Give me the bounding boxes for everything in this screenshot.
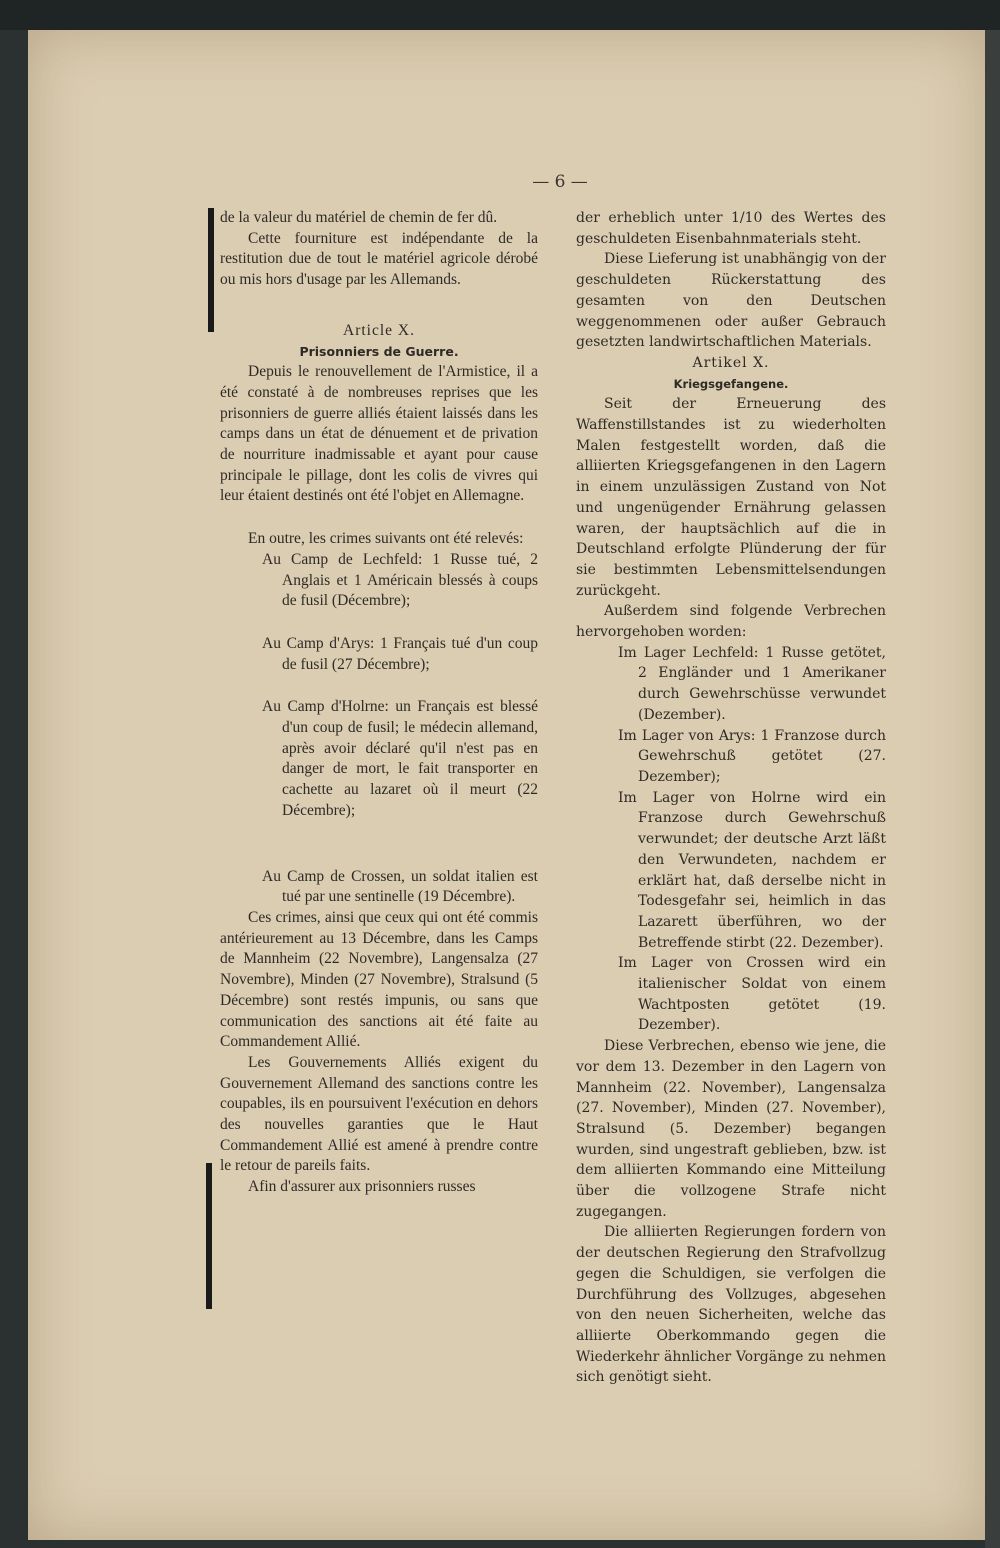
page-number: — 6 — bbox=[532, 172, 588, 192]
paragraph: der erheblich unter 1/10 des Wertes des geschuldeten Eisenbahnmaterials steht. bbox=[576, 210, 886, 247]
article-subheading: Prisonniers de Guerre. bbox=[299, 343, 459, 359]
list-item: Au Camp de Lechfeld: 1 Russe tué, 2 Anglais et 1 Américain blessés à coups de fusil (Décembre); bbox=[262, 550, 538, 610]
paragraph: Depuis le renouvellement de l'Armistice, il a été constaté à de nombreuses reprises que les prisonniers de guerre alliés étaient laissés dans les camps dans un état de dénuement et de privation de nourriture inadmissable et ayant pour cause principale le pillage, dont les colis de vivres qui leur étaient destinés ont été l'objet en Allemagne. bbox=[220, 363, 538, 505]
paragraph: Cette fourniture est indépendante de la restitution due de tout le matériel agricole dérobé ou mis hors d'usage par les Allemands. bbox=[220, 229, 538, 289]
paragraph: Die alliierten Regierungen fordern von der deutschen Regierung den Strafvollzug gegen die Schuldigen, sie verfolgen die Durchführung des Vollzuges, abgesehen von den neuen Sicherheiten, welche das alliierte Oberkommando gegen die Wiederkehr ähnlicher Vorgänge zu nehmen sich genötigt sieht. bbox=[576, 1224, 886, 1386]
german-column bbox=[576, 208, 886, 1388]
scan-background-top bbox=[0, 0, 1000, 30]
list-item: Im Lager Lechfeld: 1 Russe getötet, 2 Engländer und 1 Amerikaner durch Gewehrschüsse verwundet (Dezember). bbox=[618, 644, 886, 723]
margin-marker-bar bbox=[206, 1163, 212, 1309]
paragraph: Afin d'assurer aux prisonniers russes bbox=[248, 1178, 476, 1196]
scan-background-right bbox=[985, 30, 1000, 1548]
article-subheading: Kriegsgefangene. bbox=[673, 376, 789, 391]
paragraph: En outre, les crimes suivants ont été relevés: bbox=[248, 530, 524, 548]
list-item: Im Lager von Arys: 1 Franzose durch Gewehrschuß getötet (27. Dezember); bbox=[618, 727, 886, 785]
paragraph: Ces crimes, ainsi que ceux qui ont été commis antérieurement au 13 Décembre, dans les Camps de Mannheim (22 Novembre), Langensalza (27 Novembre), Minden (27 Novembre), Stralsund (5 Décembre) sont restés impunis, ou sans que communication des sanctions ait été faite au Commandement Allié. bbox=[220, 908, 538, 1051]
paragraph: Les Gouvernements Alliés exigent du Gouvernement Allemand des sanctions contre les coupables, ils en poursuivent l'exécution en dehors des nouvelles garanties que le Haut Commandement Allié est amené à prendre contre le retour de pareils faits. bbox=[220, 1053, 538, 1175]
list-item: Au Camp d'Arys: 1 Français tué d'un coup de fusil (27 Décembre); bbox=[262, 634, 538, 673]
list-item: Au Camp d'Holrne: un Français est blessé d'un coup de fusil; le médecin allemand, après avoir déclaré qu'il n'est pas en danger de mort, le fait transporter en cachette au lazaret où il meurt (22 Décembre); bbox=[262, 698, 538, 819]
french-column bbox=[220, 208, 538, 1198]
article-heading: Artikel X. bbox=[692, 354, 770, 371]
list-item: Au Camp de Crossen, un soldat italien est tué par une sentinelle (19 Décembre). bbox=[262, 867, 538, 906]
paragraph: Außerdem sind folgende Verbrechen hervorgehoben worden: bbox=[576, 603, 886, 641]
list-item: Im Lager von Holrne wird ein Franzose durch Gewehrschuß verwundet; der deutsche Arzt läßt den Verwundeten, nachdem er erklärt hat, daß derselbe nicht in Todesgefahr sei, heimlich in das Lazarett überführen, wo der Betreffende stirbt (22. Dezember). bbox=[618, 789, 886, 951]
paragraph: Diese Verbrechen, ebenso wie jene, die vor dem 13. Dezember in den Lagern von Mannheim (22. November), Langensalza (27. November), Minden (27. November), Stralsund (5. Dezember) begangen wurden, sind ungestraft geblieben, bzw. ist dem alliierten Kommando eine Mitteilung über die vollzogene Strafe nicht zugegangen. bbox=[576, 1038, 886, 1220]
paragraph: de la valeur du matériel de chemin de fer dû. bbox=[220, 209, 498, 226]
paragraph: Diese Lieferung ist unabhängig von der geschuldeten Rückerstattung des gesamten von den Deutschen weggenommenen oder außer Gebrauch gesetzten landwirtschaftlichen Materials. bbox=[576, 251, 886, 351]
paragraph: Seit der Erneuerung des Waffenstillstandes ist zu wiederholten Malen festgestellt worden, daß die alliierten Kriegsgefangenen in den Lagern in einem unzulässigen Zustand von Not und ungenügender Ernährung gelassen waren, der hauptsächlich auf die in Deutschland erfolgte Plünderung der für sie bestimmten Lebensmittelsendungen zurückgeht. bbox=[576, 396, 886, 599]
list-item: Im Lager von Crossen wird ein italienischer Soldat von einem Wachtposten getötet (19. Dezember). bbox=[618, 955, 886, 1034]
article-heading: Article X. bbox=[343, 321, 415, 339]
margin-marker-bar bbox=[208, 208, 214, 332]
